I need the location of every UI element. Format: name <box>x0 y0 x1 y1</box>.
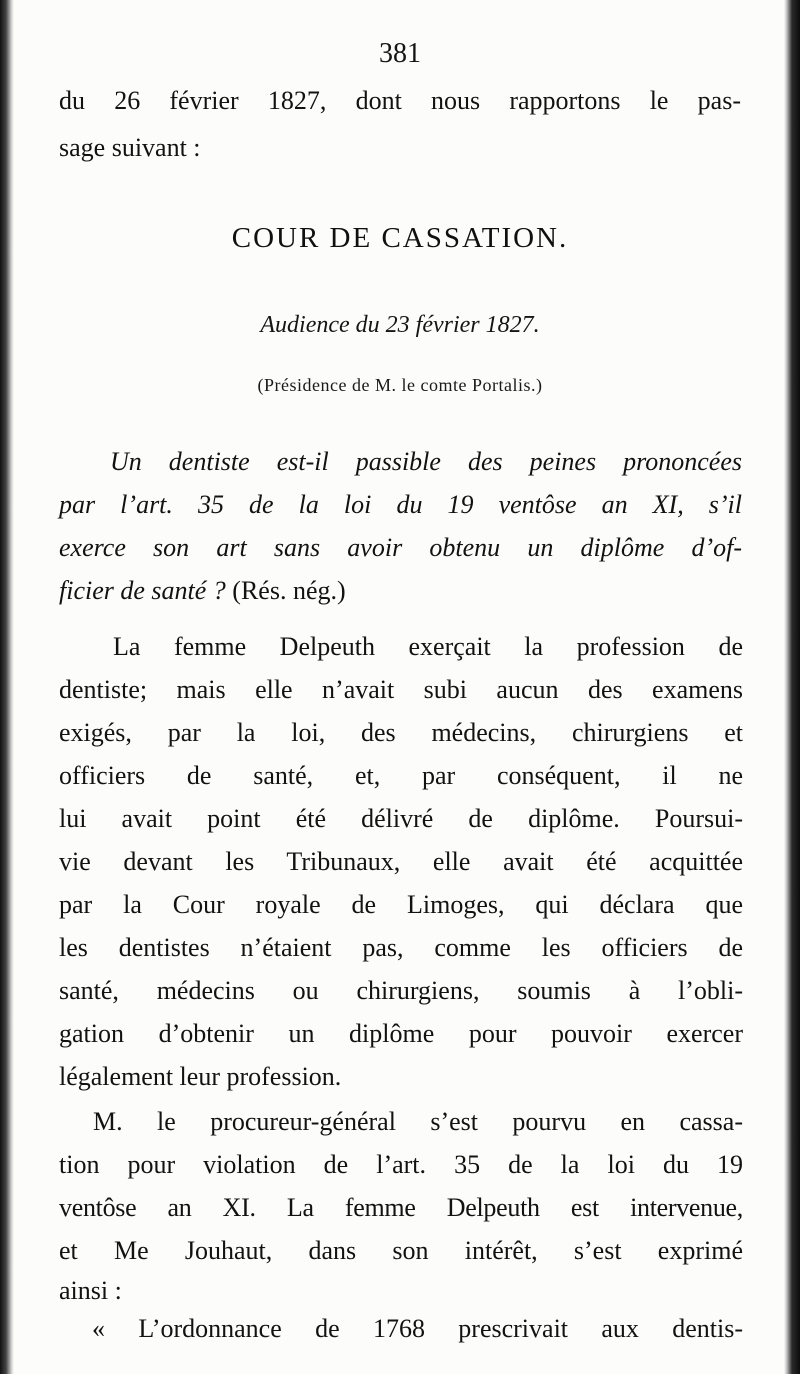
intro-text-1: du 26 février 1827, dont nous rapportons le pas- <box>59 86 741 115</box>
paragraph1-line-10 <box>59 1019 743 1049</box>
page-number: 381 <box>379 38 421 69</box>
paragraph2-line-3 <box>59 1193 743 1223</box>
scan-edge-left <box>0 0 14 1374</box>
paragraph1-line-4 <box>59 761 743 791</box>
audience-date: Audience du 23 février 1827. <box>260 312 540 338</box>
p1-text-1: La femme Delpeuth exerçait la profession de <box>113 632 743 661</box>
intro-line-1 <box>59 86 741 116</box>
paragraph1-line-11: légalement leur profession. <box>59 1062 342 1091</box>
p1-text-6: vie devant les Tribunaux, elle avait été acquittée <box>59 847 743 876</box>
p2-text-1: M. le procureur-général s’est pourvu en cassa- <box>93 1107 743 1136</box>
paragraph2-line-5: ainsi : <box>59 1276 122 1305</box>
p1-text-10: gation d’obtenir un diplôme pour pouvoir exercer <box>59 1019 743 1048</box>
question-text-3: exerce son art sans avoir obtenu un diplôme d’of- <box>59 533 742 562</box>
p2-text-3: ventôse an XI. La femme Delpeuth est intervenue, <box>59 1193 743 1222</box>
question-text-4-italic: ficier de santé ? <box>59 576 226 605</box>
p1-text-7: par la Cour royale de Limoges, qui déclara que <box>59 890 743 919</box>
question-line-4 <box>59 576 346 606</box>
section-heading: COUR DE CASSATION. <box>231 222 569 254</box>
question-line-1 <box>110 447 742 477</box>
paragraph2-line-1 <box>93 1107 743 1137</box>
paragraph1-line-6 <box>59 847 743 877</box>
presidence-note: (Présidence de M. le comte Portalis.) <box>257 375 543 395</box>
p2-text-2: tion pour violation de l’art. 35 de la loi du 19 <box>59 1150 743 1179</box>
paragraph1-line-1 <box>113 632 743 662</box>
p3-text-1: « L’ordonnance de 1768 prescrivait aux dentis- <box>92 1314 743 1343</box>
question-resolution: (Rés. nég.) <box>232 576 346 605</box>
paragraph1-line-8 <box>59 933 743 963</box>
paragraph1-line-7 <box>59 890 743 920</box>
question-text-1: Un dentiste est-il passible des peines prononcées <box>110 447 742 476</box>
p2-text-4: et Me Jouhaut, dans son intérêt, s’est exprimé <box>59 1236 743 1265</box>
question-line-3 <box>59 533 742 563</box>
question-text-2: par l’art. 35 de la loi du 19 ventôse an XI, s’il <box>59 490 742 519</box>
p1-text-5: lui avait point été délivré de diplôme. Poursui- <box>59 804 743 833</box>
scan-edge-right <box>784 0 800 1374</box>
p1-text-2: dentiste; mais elle n’avait subi aucun des examens <box>59 675 743 704</box>
p1-text-8: les dentistes n’étaient pas, comme les officiers de <box>59 933 743 962</box>
paragraph2-line-4 <box>59 1236 743 1266</box>
paragraph1-line-2 <box>59 675 743 705</box>
paragraph1-line-5 <box>59 804 743 834</box>
p1-text-3: exigés, par la loi, des médecins, chirurgiens et <box>59 718 743 747</box>
paragraph2-line-2 <box>59 1150 743 1180</box>
intro-line-2: sage suivant : <box>59 133 201 162</box>
question-line-2 <box>59 490 742 520</box>
paragraph1-line-9 <box>59 976 743 1006</box>
paragraph1-line-3 <box>59 718 743 748</box>
paragraph3-line-1 <box>92 1314 743 1344</box>
p1-text-9: santé, médecins ou chirurgiens, soumis à l’obli- <box>59 976 743 1005</box>
p1-text-4: officiers de santé, et, par conséquent, il ne <box>59 761 743 790</box>
